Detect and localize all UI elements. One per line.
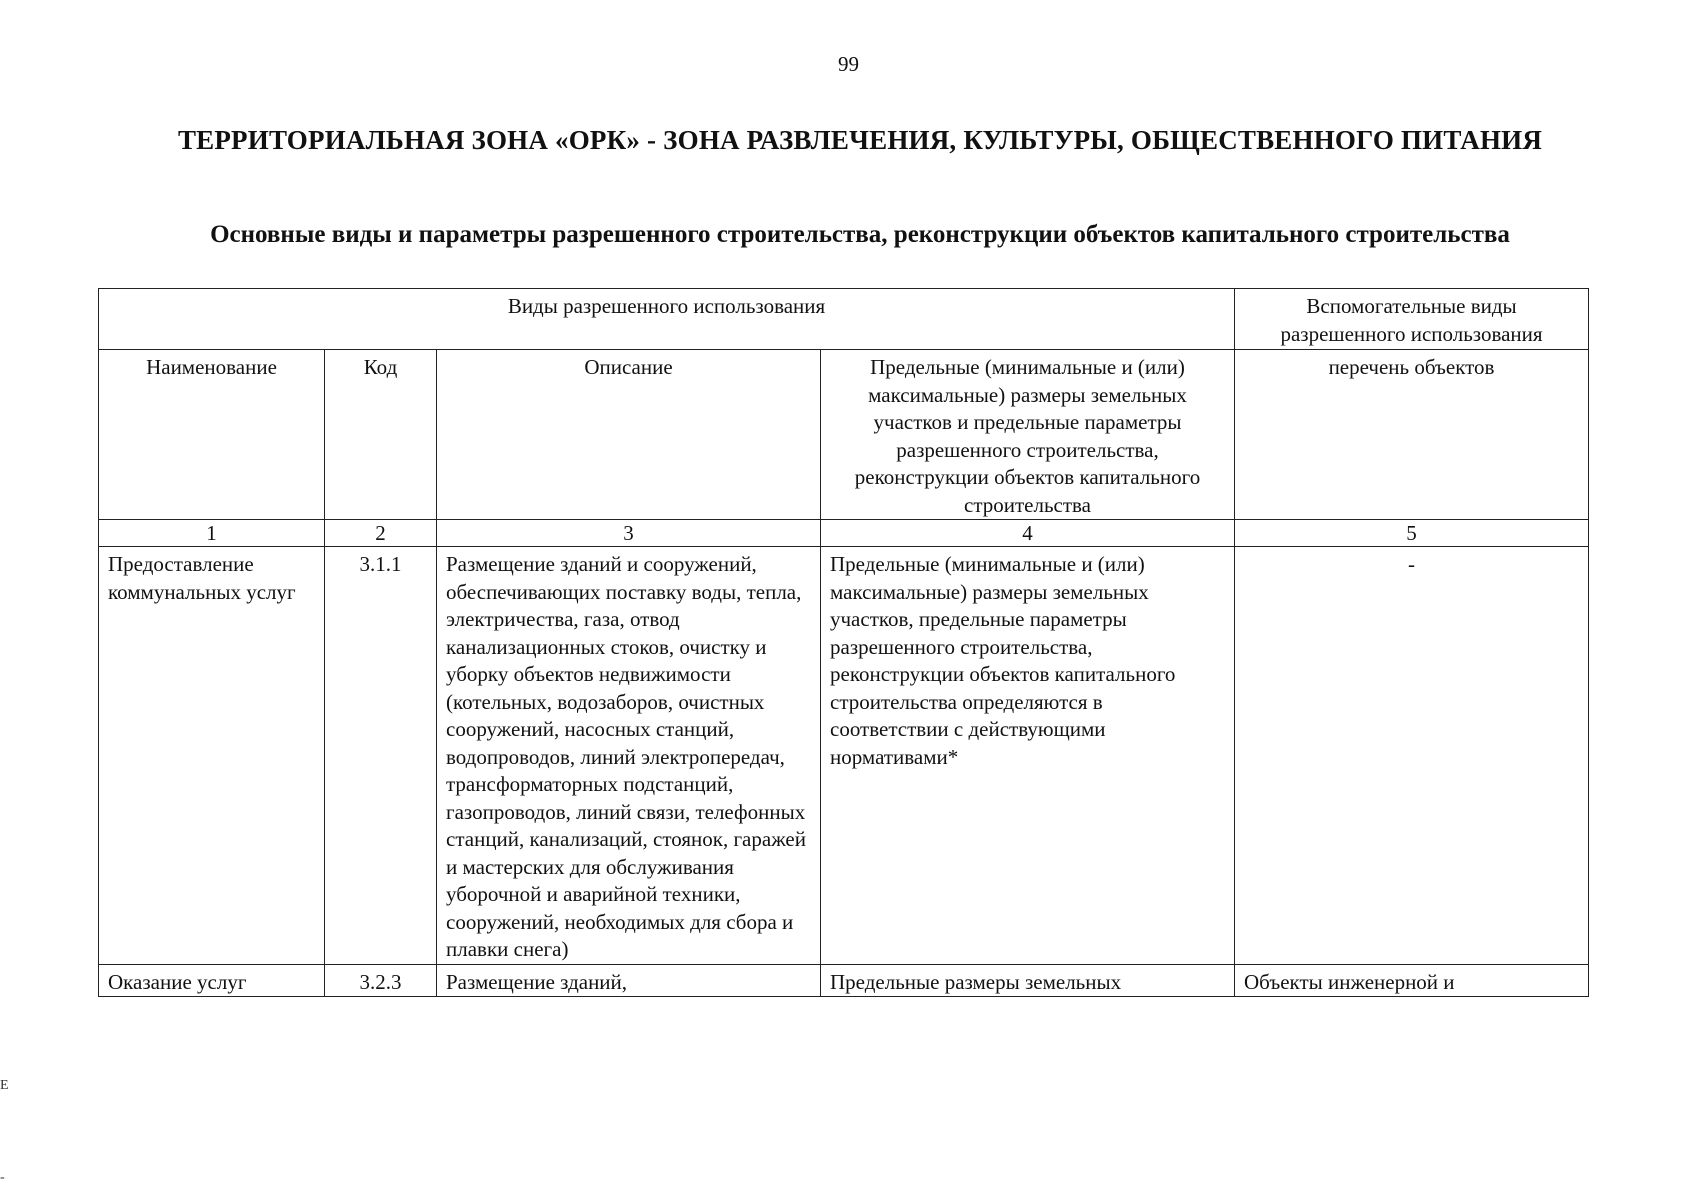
row-parameters: Предельные размеры земельных xyxy=(821,964,1235,997)
group-header-aux: Вспомогательные виды разрешенного использования xyxy=(1235,289,1589,350)
column-header-objects: перечень объектов xyxy=(1235,350,1589,520)
column-number: 5 xyxy=(1235,520,1589,547)
section-subtitle: Основные виды и параметры разрешенного строительства, реконструкции объектов капитального строительства xyxy=(210,221,1510,248)
row-aux-objects: - xyxy=(1235,547,1589,965)
column-number: 1 xyxy=(99,520,325,547)
column-header-name: Наименование xyxy=(99,350,325,520)
table-group-header-row xyxy=(99,289,1589,350)
row-aux-objects: Объекты инженерной и xyxy=(1235,964,1589,997)
column-number: 2 xyxy=(325,520,437,547)
column-number-row xyxy=(99,520,1589,547)
column-number: 3 xyxy=(437,520,821,547)
column-header-description: Описание xyxy=(437,350,821,520)
page-number: 99 xyxy=(838,52,859,76)
table-column-header-row xyxy=(99,350,1589,520)
margin-mark: E xyxy=(0,1078,9,1093)
permitted-use-table xyxy=(98,288,1589,997)
column-header-code: Код xyxy=(325,350,437,520)
column-number: 4 xyxy=(821,520,1235,547)
row-code: 3.1.1 xyxy=(325,547,437,965)
page-title: ТЕРРИТОРИАЛЬНАЯ ЗОНА «ОРК» - ЗОНА РАЗВЛЕЧЕНИЯ, КУЛЬТУРЫ, ОБЩЕСТВЕННОГО ПИТАНИЯ xyxy=(177,125,1543,155)
row-code: 3.2.3 xyxy=(325,964,437,997)
table-row xyxy=(99,547,1589,965)
row-name: Оказание услуг xyxy=(99,964,325,997)
row-name: Предоставление коммунальных услуг xyxy=(99,547,325,965)
row-description: Размещение зданий и сооружений, обеспечивающих поставку воды, тепла, электричества, газа, отвод канализационных стоков, очистку и уборку объектов недвижимости (котельных, водозаборов, очистных сооружений, насосных станций, водопроводов, линий электропередач, трансформаторных подстанций, газопроводов, линий связи, телефонных станций, канализаций, стоянок, гаражей и мастерских для обслуживания уборочной и аварийной техники, сооружений, необходимых для сбора и плавки снега) xyxy=(437,547,821,965)
table-row xyxy=(99,964,1589,997)
margin-mark: - xyxy=(0,1170,5,1185)
row-description: Размещение зданий, xyxy=(437,964,821,997)
column-header-parameters: Предельные (минимальные и (или) максимальные) размеры земельных участков и предельные параметры разрешенного строительства, реконструкции объектов капитального строительства xyxy=(821,350,1235,520)
row-parameters: Предельные (минимальные и (или) максимальные) размеры земельных участков, предельные параметры разрешенного строительства, реконструкции объектов капитального строительства определяются в соответствии с действующими нормативами* xyxy=(821,547,1235,965)
group-header-main: Виды разрешенного использования xyxy=(99,289,1235,350)
